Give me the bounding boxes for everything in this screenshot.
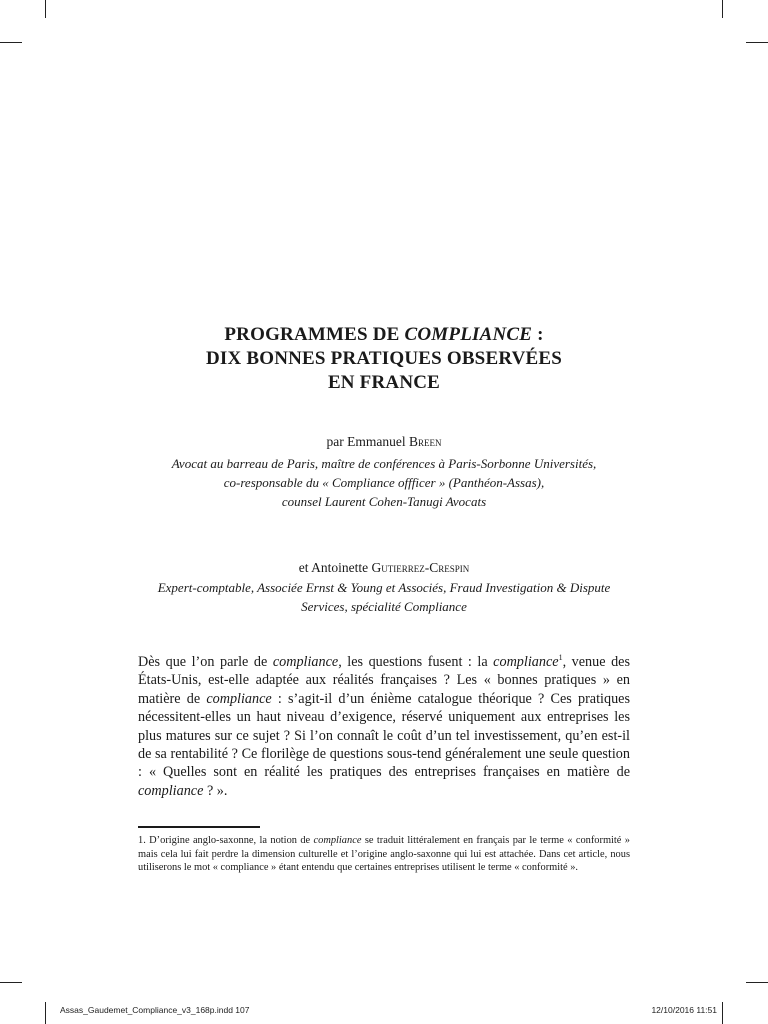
body-text: , les questions fusent : la bbox=[338, 654, 494, 670]
footnote-divider bbox=[138, 826, 260, 828]
crop-mark bbox=[45, 0, 46, 18]
affiliation-line: Services, spécialité Compliance bbox=[301, 599, 467, 614]
crop-mark bbox=[746, 982, 768, 983]
body-text: Dès que l’on parle de bbox=[138, 654, 273, 670]
title-emphasis: COMPLIANCE bbox=[404, 324, 533, 345]
affiliation-line: Avocat au barreau de Paris, maître de conférences à Paris-Sorbonne Universités, bbox=[171, 456, 597, 471]
affiliation-line: Expert-comptable, Associée Ernst & Young et Associés, Fraud Investigation & Dispute bbox=[157, 580, 611, 595]
footnote bbox=[138, 834, 630, 875]
crop-mark bbox=[0, 42, 22, 43]
body-emphasis: compliance bbox=[272, 654, 339, 670]
slug-datetime: 12/10/2016 11:51 bbox=[651, 1005, 717, 1015]
title-text: : bbox=[532, 324, 544, 345]
intro-paragraph bbox=[138, 653, 630, 800]
title-line-1 bbox=[0, 323, 768, 347]
crop-mark bbox=[722, 0, 723, 18]
author-surname: Gutierrez-Crespin bbox=[371, 560, 470, 575]
crop-mark bbox=[746, 42, 768, 43]
slug-filename: Assas_Gaudemet_Compliance_v3_168p.indd 107 bbox=[60, 1005, 250, 1015]
byline-prefix: par Emmanuel bbox=[326, 434, 409, 449]
crop-mark bbox=[722, 1002, 723, 1024]
crop-mark bbox=[0, 982, 22, 983]
author-2-affiliation bbox=[0, 578, 768, 616]
affiliation-line: co-responsable du « Compliance offficer » (Panthéon-Assas), bbox=[223, 475, 545, 490]
body-text: ? ». bbox=[203, 782, 228, 799]
body-text: , venue des États-Unis, est-elle adaptée aux réalités françaises ? Les « bonnes pratiques » en matière de bbox=[138, 654, 630, 707]
byline-prefix: et Antoinette bbox=[298, 560, 372, 575]
footnote-text: se traduit littéralement en français par le terme « conformité » mais cela lui fait perdre la dimension culturelle et l’origine anglo-saxonne qui lui est attachée. Dans cet article, nous utiliserons le mot « compliance » étant entendu que certaines entreprises utilisent le terme « conformité ». bbox=[138, 835, 630, 874]
body-text: : s’agit-il d’un énième catalogue théorique ? Ces pratiques nécessitent-elles un haut niveau d’exigence, réservé uniquement aux entreprises les plus matures sur ce sujet ? Si l’on connaît le coût d’un tel investissement, qu’en est-il de sa rentabilité ? Ce florilège de questions sous-tend généralement une seule question : « Quelles sont en réalité les pratiques des entreprises françaises en matière de bbox=[138, 690, 630, 781]
author-1-byline bbox=[0, 432, 768, 451]
title-text: PROGRAMMES DE bbox=[224, 324, 405, 345]
title-line-2: DIX BONNES PRATIQUES OBSERVÉES bbox=[205, 348, 563, 369]
body-emphasis: compliance bbox=[138, 782, 204, 799]
crop-mark bbox=[45, 1002, 46, 1024]
page-title bbox=[0, 323, 768, 395]
author-surname: Breen bbox=[408, 434, 442, 449]
body-emphasis: compliance bbox=[206, 690, 272, 707]
affiliation-line: counsel Laurent Cohen-Tanugi Avocats bbox=[281, 494, 487, 509]
body-emphasis: compliance bbox=[493, 654, 559, 670]
title-line-3: EN FRANCE bbox=[327, 372, 441, 393]
footnote-emphasis: compliance bbox=[313, 835, 362, 846]
footnote-text: 1. D’origine anglo-saxonne, la notion de bbox=[138, 835, 314, 846]
footnote-ref[interactable]: 1 bbox=[558, 653, 563, 662]
author-1-affiliation bbox=[0, 454, 768, 511]
author-2-byline bbox=[0, 558, 768, 577]
